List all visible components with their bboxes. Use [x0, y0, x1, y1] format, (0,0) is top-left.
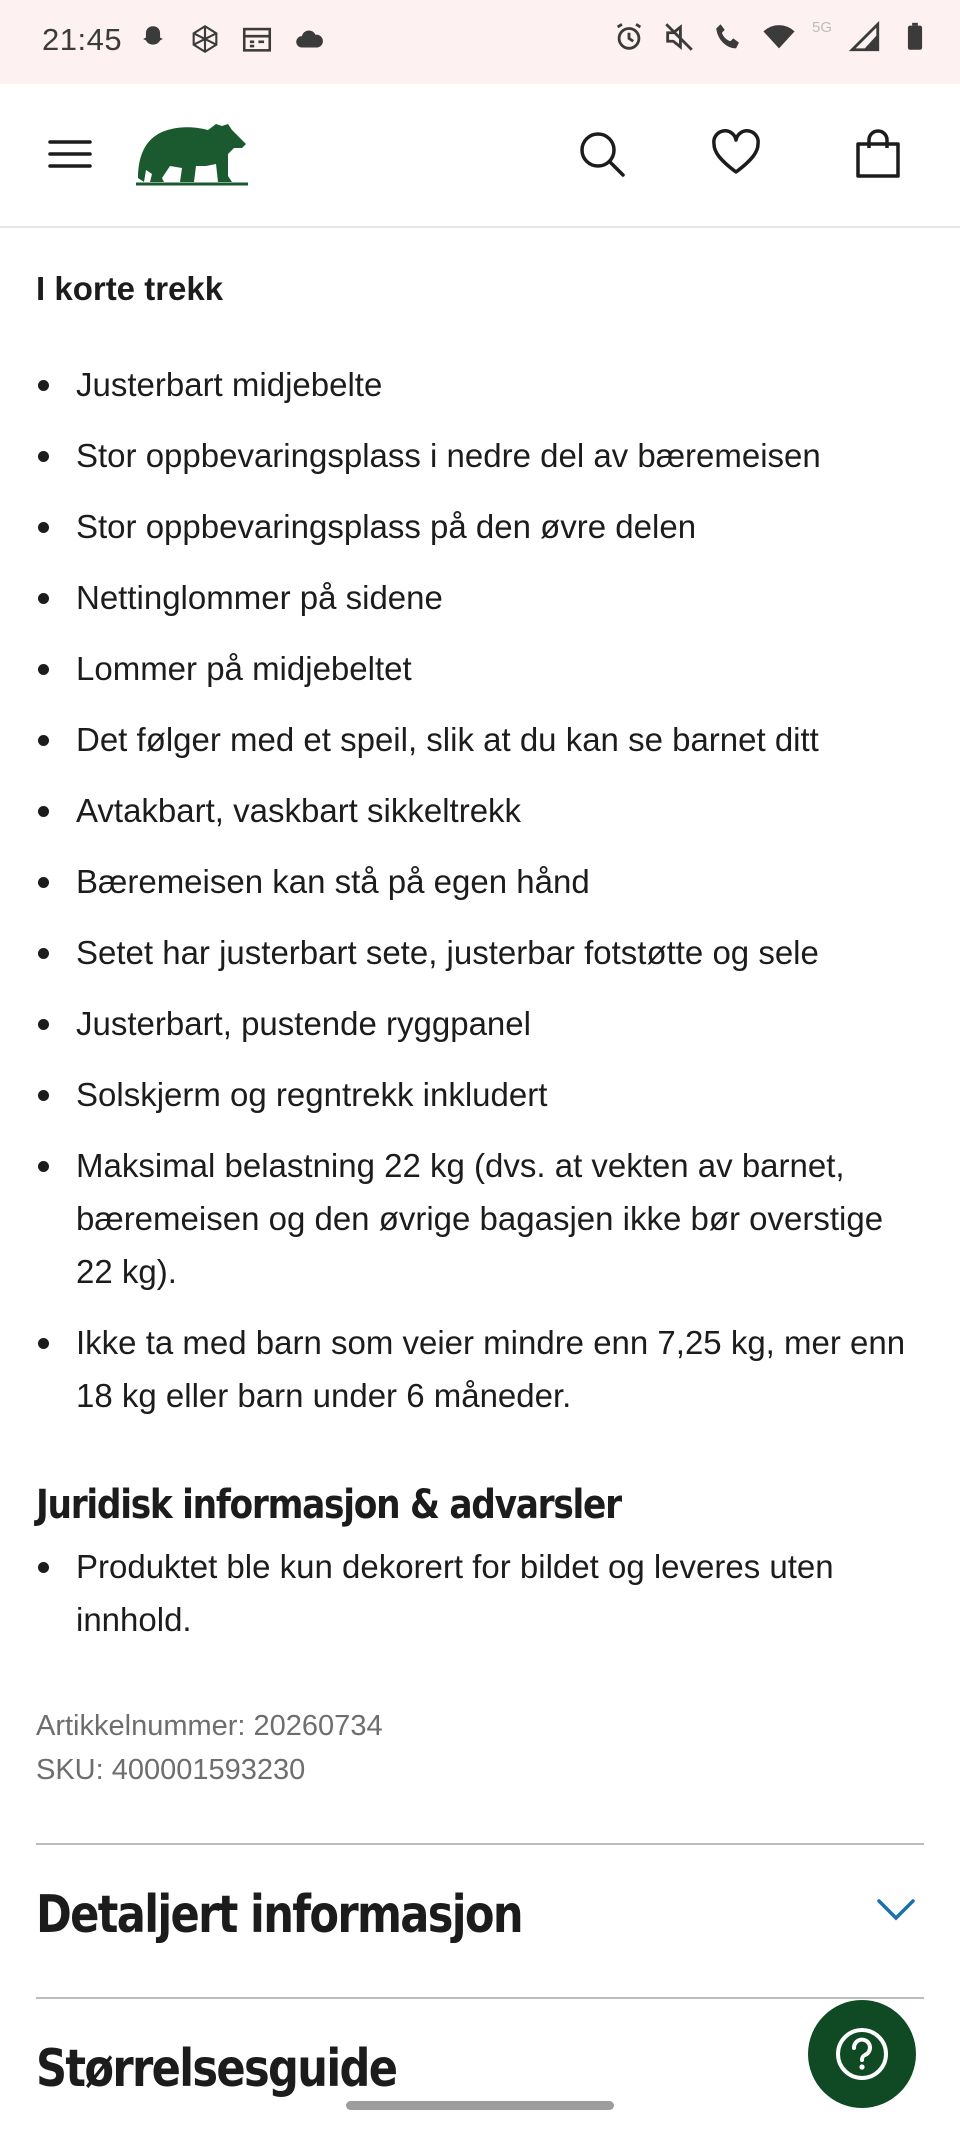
feature-item: Det følger med et speil, slik at du kan se barnet ditt — [36, 713, 924, 766]
accordion-size-guide[interactable] — [36, 1997, 924, 2135]
network-type-label: 5G — [811, 18, 832, 36]
feature-item: Solskjerm og regntrekk inkludert — [36, 1068, 924, 1121]
feature-item: Bæremeisen kan stå på egen hånd — [36, 855, 924, 908]
help-icon — [833, 2025, 891, 2083]
product-details — [36, 226, 924, 1792]
site-header — [0, 84, 960, 228]
status-right-icons — [612, 20, 932, 54]
chevron-down-icon[interactable] — [876, 1897, 916, 1923]
alarm-icon — [612, 20, 646, 54]
accordion-title: Størrelsesguide — [36, 2039, 397, 2099]
wifi-calling-icon — [712, 20, 746, 54]
feature-item: Setet har justerbart sete, justerbar fotstøtte og sele — [36, 926, 924, 979]
article-number: Artikkelnummer: 20260734 — [36, 1710, 383, 1742]
summary-heading: I korte trekk — [36, 270, 224, 307]
feature-item: Lommer på midjebeltet — [36, 642, 924, 695]
bear-logo[interactable] — [132, 118, 250, 188]
feature-item: Justerbart, pustende ryggpanel — [36, 997, 924, 1050]
gesture-home-bar[interactable] — [346, 2101, 614, 2110]
legal-list — [36, 1540, 924, 1646]
accordion-title: Detaljert informasjon — [36, 1885, 522, 1945]
accordion-detailed-info[interactable] — [36, 1843, 924, 1997]
cloud-icon — [292, 22, 326, 56]
sku: SKU: 400001593230 — [36, 1754, 306, 1786]
feature-item: Maksimal belastning 22 kg (dvs. at vekten av barnet, bæremeisen og den øvrige bagasjen ikke bør overstige 22 kg). — [36, 1139, 924, 1298]
search-icon[interactable] — [576, 128, 628, 180]
feature-item: Ikke ta med barn som veier mindre enn 7,25 kg, mer enn 18 kg eller barn under 6 måneder. — [36, 1316, 924, 1422]
mute-icon — [662, 20, 696, 54]
feature-item: Avtakbart, vaskbart sikkeltrekk — [36, 784, 924, 837]
signal-icon — [848, 20, 882, 54]
legal-item: Produktet ble kun dekorert for bildet og leveres uten innhold. — [36, 1540, 924, 1646]
feature-item: Justerbart midjebelte — [36, 358, 924, 411]
calendar-icon — [240, 22, 274, 56]
battery-icon — [898, 20, 932, 54]
wifi-icon — [762, 20, 796, 54]
legal-heading: Juridisk informasjon & advarsler — [36, 1482, 621, 1528]
product-meta — [36, 1704, 924, 1792]
feature-item: Nettinglommer på sidene — [36, 571, 924, 624]
status-left-icons — [136, 22, 326, 56]
snapchat-icon — [136, 22, 170, 56]
feature-item: Stor oppbevaringsplass på den øvre delen — [36, 500, 924, 553]
menu-icon[interactable] — [48, 136, 92, 172]
feature-list — [36, 358, 924, 1422]
shopping-bag-icon[interactable] — [852, 128, 904, 180]
status-bar — [0, 0, 960, 84]
heart-icon[interactable] — [710, 128, 762, 180]
network-grid-icon — [188, 22, 222, 56]
feature-item: Stor oppbevaringsplass i nedre del av bæremeisen — [36, 429, 924, 482]
help-button[interactable] — [808, 2000, 916, 2108]
status-time: 21:45 — [42, 22, 123, 57]
